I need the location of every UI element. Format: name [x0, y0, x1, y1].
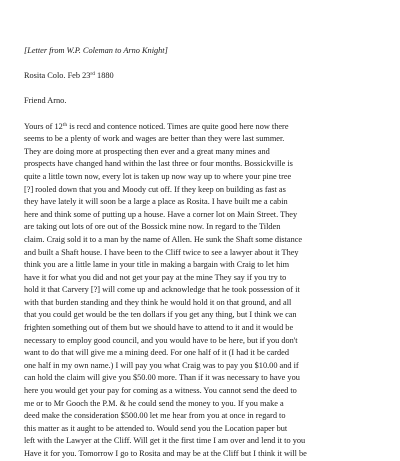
letter-line-start: Yours of 12 [24, 121, 63, 131]
letter-line: are taking out lots of ore out of the Bossick mine now. In regard to the Tilden [24, 222, 281, 232]
letter-line: this matter as it aught to be attended to. Would send you the Location paper but [24, 423, 288, 433]
letter-salutation: Friend Arno. [24, 96, 67, 106]
letter-line: necessary to employ good council, and you would have to be here, but if you don't [24, 335, 298, 345]
letter-line: have it for what you did and not get your pay at the mine They say if you try to [24, 272, 287, 282]
letter-line: Have it for you. Tomorrow I go to Rosita and may be at the Cliff but I think it will be [24, 449, 307, 458]
letter-line: that you could get would be the ten dollars if you get any thing, but I think we can [24, 310, 297, 320]
letter-line-rest: is recd and contence noticed. Times are quite good here now there [67, 121, 289, 131]
letter-line: seems to be a plenty of work and wages are better than they were last summer. [24, 134, 285, 144]
letter-heading: [Letter from W.P. Coleman to Arno Knight] [24, 46, 168, 55]
letter-line: [?] rooled down that you and Moody cut off. If they keep on building as fast as [24, 184, 286, 194]
letter-line: here you would get your pay for coming as a witness. You cannot send the deed to [24, 386, 297, 396]
letter-line: frighten something out of them but we should have to attend to it and it would be [24, 323, 294, 333]
letter-line: quite a little town now, every lot is taken up now way up to where your pine tree [24, 171, 292, 181]
letter-line: They are doing more at prospecting then ever and a great many mines and [24, 146, 270, 156]
letter-line-ordinal: th [62, 121, 68, 128]
letter-transcription [24, 45, 376, 461]
letter-line: they have lately it will soon be a large a place as Rosita. I have built me a cabin [24, 197, 288, 207]
letter-line: hold it that Carvery [?] will come up and acknowledge that he took possession of it [24, 285, 300, 295]
dateline-year: 1880 [94, 71, 114, 81]
letter-line: here and think some of putting up a house. Have a corner lot on Main Street. They [24, 209, 298, 219]
letter-body [24, 121, 376, 461]
letter-line: and built a Shaft house. I have been to the Cliff twice to see a lawyer about it They [24, 247, 299, 257]
dateline-ordinal: rd [90, 71, 95, 78]
letter-line: one half in my own name.) I will pay you what Craig was to pay you $10.00 and if [24, 360, 299, 370]
letter-line: claim. Craig sold it to a man by the name of Allen. He sunk the Shaft some distance [24, 234, 303, 244]
letter-line: me or to Mr Gooch the P.M. & he could send the money to you. If you make a [24, 398, 284, 408]
letter-line: deed make the consideration $500.00 let me hear from you at once in regard to [24, 411, 286, 421]
letter-line: with that burden standing and they think he would hold it on that ground, and all [24, 297, 292, 307]
letter-line: can hold the claim will give you $50.00 more. Than if it was necessary to have you [24, 373, 300, 383]
letter-line: left with the Lawyer at the Cliff. Will get it the first time I am over and lend it to you [24, 436, 306, 446]
dateline-text: Rosita Colo. Feb 23 [24, 71, 91, 81]
letter-line: think you are a little lame in your title in making a bargain with Craig to let him [24, 260, 290, 270]
letter-line [24, 121, 376, 134]
letter-line: prospects have changed hand within the last three or four months. Bossickville is [24, 159, 293, 169]
letter-dateline [24, 70, 376, 83]
letter-line: want to do that will give me a mining deed. For one half of it (I had it be carded [24, 348, 289, 358]
